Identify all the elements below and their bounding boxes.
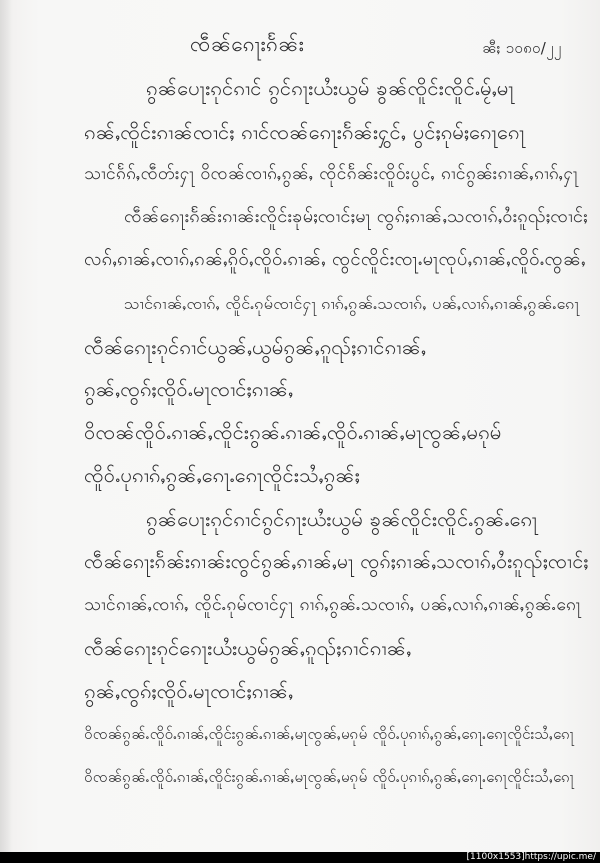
paper-edge-shadow — [0, 0, 12, 852]
image-caption-bar — [0, 852, 600, 863]
text-line: ဝိၸၼ်ၸိူဝ်ႉၵၢၼ်ႇၸိူင်းၵွၼ်ႉၵၢၼ်ႇၸိူဝ်ႉၵၢၼ်ႇမႃၸွၼ်ႇမၵုမ် — [84, 420, 502, 444]
text-line: သၢင်ၵၢၼ်ႇၸၢၵ်ႇ ၸိူင်ႉၵုမ်ၸၢင်ႁႃ ၵၢၵ်ႇၵွၼ်ႉသၸၢၵ်ႇ ပၼ်ႇလၢၵ်ႇၵၢၼ်ႇၵွၼ်ႉၵေႃ — [84, 595, 581, 615]
text-line: ၵွၼ်ပေႃးၵုင်ၵၢင်ၵွင်ၵႃးယႆးယွမ် ၶွၼ်ၸိူင်းၸိူင်ႉၵွၼ်ႉၵေႃ — [146, 507, 538, 531]
text-line: ၸိူဝ်ႉပုၵၢၵ်ႇၵွၼ်ႇၵေႃႉၵေႃၸိူင်းသႆႇၵွၼ်ႈ — [84, 463, 360, 487]
text-line: သၢင်ၵႅၵ်ႇၸဵတ်းႁႃ ဝိၸၼ်ၸၢၵ်ႇၵွၼ်ႇ ၸိုင်ၵႅၼ်းၸိူဝ်းပွင်ႇ ၵၢင်ၵွၼ်းၵၢၼ်ႇၵၢၵ်ႇႁႃ — [84, 164, 579, 184]
text-line: ၵၼ်ႇၸိူင်းၵၢၼ်ၸၢင်ႈ ၵၢင်ၸၼ်ၵေႃးၵႅၼ်းႁွင်ႇ ပွင်ႈၵုမ်ႈၵေႃၵေႃ — [84, 120, 525, 144]
text-line: ၸဵၼ်ၵေႃးၵုင်ၵၢင်ယွၼ်ႇယွမ်ၵွၼ်ႇၵူၺ်ႈၵၢင်ၵၢၼ်ႇ — [84, 335, 427, 359]
text-line: ၸဵၼ်ၵေႃးၵႅၼ်းၵၢၼ်းၸွင်ၵွၼ်ႇၵၢၼ်ႇမႃ ၸွၵ်ႈၵၢၼ်ႇသၸၢၵ်ႇဝႆးၵူၺ်ႈၸၢင်ႈ — [84, 550, 589, 573]
text-line: ၸဵၼ်ၵေႃးၵုင်ၵေႃးယႆးယွမ်ၵွၼ်ႇၵူၺ်ႈၵၢင်ၵၢၼ်ႇ — [84, 636, 412, 660]
text-line: ၵွၼ်ပေႃးၵုင်ၵၢင် ၵွင်ၵႃးယႆးယွမ် ၶွၼ်ၸိူင်းၸိူင်ႉမႂ်ႇမႃ — [146, 76, 515, 100]
image-caption: [1100x1553]https://upic.me/ — [466, 852, 596, 862]
page-date: ၼီႈ ၁၀၈၀/၂၂ — [482, 39, 562, 57]
text-line: ၸဵၼ်ၵေႃးၵႅၼ်းၵၢၼ်းၸိူင်းၶုမ်ႈၸၢင်ႈမႃ ၸွၵ်ႈၵၢၼ်ႇသၸၢၵ်ႇဝႆးၵူၺ်ႈၸၢင်ႈ — [124, 206, 588, 227]
text-line: သၢင်ၵၢၼ်ႇၸၢၵ်ႇ ၸိူင်ႉၵုမ်ၸၢင်ႁႃ ၵၢၵ်ႇၵွၼ်ႉသၸၢၵ်ႇ ပၼ်ႇလၢၵ်ႇၵၢၼ်ႇၵွၼ်ႉၵေႃ — [124, 294, 580, 313]
text-line: ၵွၼ်ႇၸွၵ်ႈၸိူဝ်ႉမႃၸၢင်ႈၵၢၼ်ႇ — [84, 679, 294, 703]
text-line: ဝိၸၼ်ၵွၼ်ႉၸိူဝ်ႉၵၢၼ်ႇၸိူင်းၵွၼ်ႉၵၢၼ်ႇမႃၸွၼ်ႇမၵုမ် ၸိူဝ်ႉပုၵၢၵ်ႇၵွၼ်ႇၵေႃႉၵေႃၸိူင်းသႆႇၵေႃ — [84, 768, 575, 786]
page-title: ၸဵၼ်ၵေႃးၵႅၼ်း — [190, 32, 305, 56]
text-line: ဝိၸၼ်ၵွၼ်ႉၸိူဝ်ႉၵၢၼ်ႇၸိူင်းၵွၼ်ႉၵၢၼ်ႇမႃၸွၼ်ႇမၵုမ် ၸိူဝ်ႉပုၵၢၵ်ႇၵွၼ်ႇၵေႃႉၵေႃၸိူင်းသႆႇၵေႃ — [84, 725, 575, 743]
text-line: လၵ်ႇၵၢၼ်ႇၸၢၵ်ႇၵၼ်ႇၵိူဝ်ႇၸိူဝ်ႉၵၢၼ်ႇ ၸွင်ၸိူင်းၸႃႉမႃၸုပ်ႇၵၢၼ်ႇၸိူဝ်ႉၸွၼ်ႇ — [84, 249, 586, 270]
text-line: ၵွၼ်ႇၸွၵ်ႈၸိူဝ်ႉမႃၸၢင်ႈၵၢၼ်ႇ — [84, 377, 294, 401]
